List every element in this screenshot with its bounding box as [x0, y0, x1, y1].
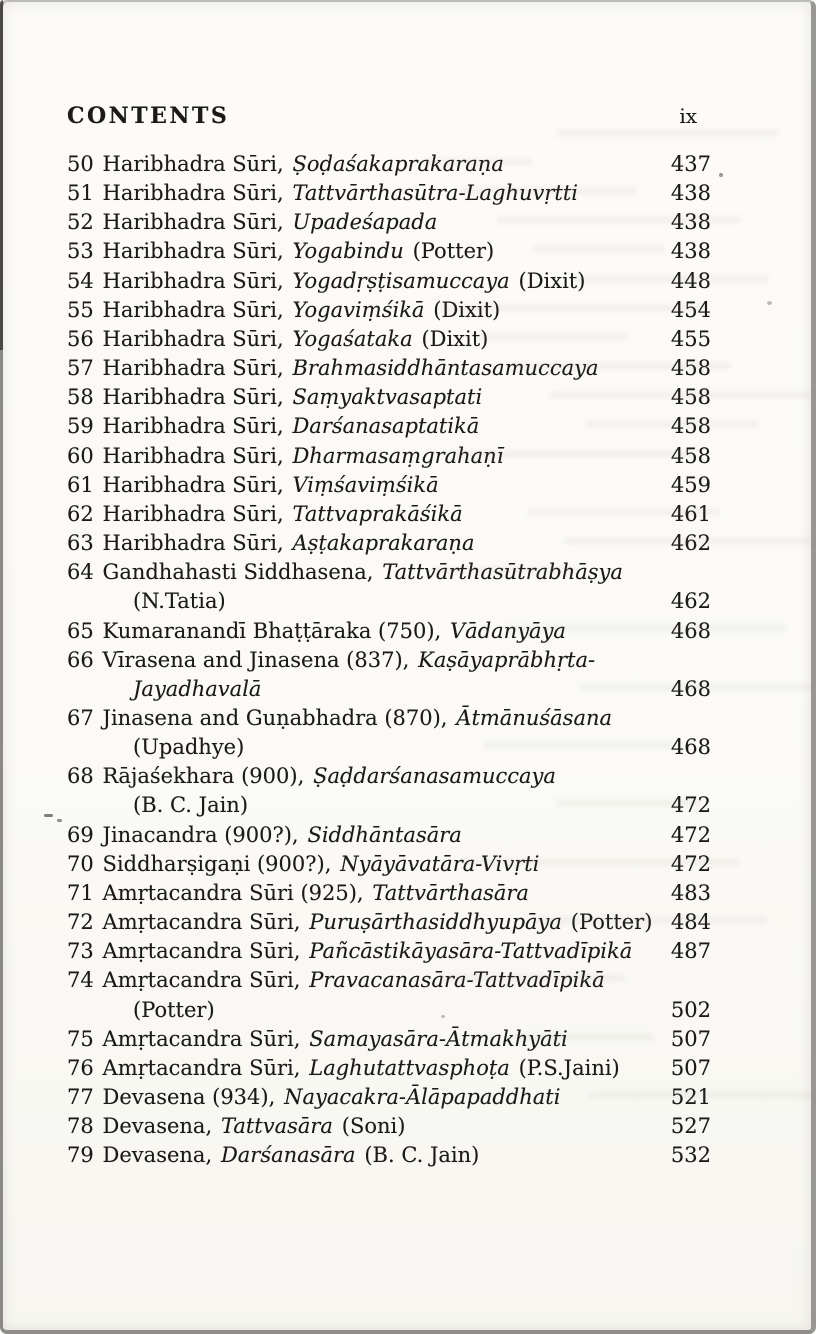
toc-entry-text — [67, 150, 653, 179]
entry-author: Haribhadra Sūri, — [102, 297, 284, 322]
entry-title: Ātmānuśāsana — [456, 705, 613, 730]
entry-title: Nyāyāvatāra-Vivṛti — [340, 851, 540, 876]
entry-number: 59 — [67, 414, 94, 439]
entry-title: Brahmasiddhāntasamuccaya — [292, 356, 599, 381]
entry-number: 55 — [67, 297, 94, 322]
scan-speck — [57, 819, 62, 822]
toc-entry-text — [67, 500, 653, 529]
entry-translator: (Dixit) — [421, 326, 489, 351]
entry-number: 54 — [67, 268, 94, 293]
entry-title: Tattvasāra — [220, 1114, 333, 1139]
entry-page-number: 458 — [670, 443, 711, 468]
toc-entry — [67, 267, 711, 296]
entry-number: 76 — [67, 1055, 94, 1080]
toc-entry-text — [67, 529, 653, 558]
toc-entry — [67, 237, 711, 266]
entry-page-number: 458 — [670, 385, 711, 410]
toc-entry — [67, 383, 711, 412]
entry-page-number: 458 — [670, 414, 711, 439]
toc-entry-text — [67, 1054, 653, 1083]
toc-entry-text — [67, 996, 653, 1025]
entry-title: Kaṣāyaprābhṛta- — [418, 647, 596, 672]
entry-title: Yogadṛṣṭisamuccaya — [292, 268, 510, 293]
toc-entry — [67, 879, 711, 908]
toc-entry-text — [67, 821, 653, 850]
entry-page-number: 462 — [670, 531, 711, 556]
toc-entry — [67, 500, 711, 529]
toc-entry-text — [67, 1141, 653, 1170]
entry-title: Tattvārthasūtrabhāṣya — [382, 560, 623, 585]
entry-title: Yogaviṃśikā — [292, 297, 425, 322]
toc-entry-text — [67, 237, 653, 266]
entry-title: Siddhāntasāra — [307, 822, 462, 847]
entry-title: Vādanyāya — [450, 618, 566, 643]
entry-number: 66 — [67, 647, 94, 672]
toc-entry-text — [67, 208, 653, 237]
entry-author: Haribhadra Sūri, — [102, 268, 284, 293]
scan-speck — [44, 814, 53, 817]
entry-author: Gandhahasti Siddhasena, — [102, 560, 374, 585]
entry-translator: (Dixit) — [518, 268, 586, 293]
toc-entry — [67, 1141, 711, 1170]
entry-page-number: 438 — [670, 239, 711, 264]
entry-author: Kumaranandī Bhaṭṭāraka (750), — [102, 618, 442, 643]
entry-author: Haribhadra Sūri, — [102, 472, 284, 497]
entry-number: 61 — [67, 472, 94, 497]
entry-number: 67 — [67, 705, 94, 730]
toc-entry-text — [67, 733, 653, 762]
entry-title: Saṃyaktvasaptati — [292, 385, 483, 410]
folio-number: ix — [679, 104, 697, 128]
toc-entry — [67, 966, 711, 995]
entry-author: Haribhadra Sūri, — [102, 210, 284, 235]
entry-number: 64 — [67, 560, 94, 585]
entry-author: Haribhadra Sūri, — [102, 531, 284, 556]
toc-entry — [67, 937, 711, 966]
entry-page-number: 468 — [670, 735, 711, 760]
entry-continuation-text: (Potter) — [133, 997, 215, 1022]
entry-title: Pañcāstikāyasāra-Tattvadīpikā — [309, 939, 633, 964]
entry-title: Viṃśaviṃśikā — [292, 472, 439, 497]
entry-author: Vīrasena and Jinasena (837), — [102, 647, 410, 672]
entry-title: Puruṣārthasiddhyupāya — [309, 910, 562, 935]
scan-speck — [767, 301, 772, 305]
entry-number: 50 — [67, 152, 94, 176]
entry-author: Amṛtacandra Sūri, — [102, 939, 301, 964]
toc-entry — [67, 558, 711, 587]
entry-number: 62 — [67, 501, 94, 526]
entry-page-number: 521 — [670, 1085, 711, 1109]
entry-page-number: 438 — [670, 181, 711, 206]
entry-number: 70 — [67, 851, 94, 876]
toc-entry-continuation — [67, 791, 711, 820]
toc-entry-text — [67, 179, 653, 208]
toc-entry-text — [67, 587, 653, 616]
entry-page-number: 472 — [670, 822, 711, 847]
page-content — [67, 103, 711, 1170]
entry-page-number: 459 — [670, 472, 711, 497]
entry-number: 71 — [67, 880, 94, 905]
toc-entry-text — [67, 354, 653, 383]
toc-entry — [67, 762, 711, 791]
toc-entry — [67, 1112, 711, 1141]
entry-author: Haribhadra Sūri, — [102, 326, 284, 351]
entry-number: 75 — [67, 1026, 94, 1051]
toc-entry-text — [67, 558, 653, 587]
toc-entry-text — [67, 850, 653, 879]
toc-entry — [67, 1054, 711, 1083]
entry-page-number: 527 — [670, 1114, 711, 1139]
entry-title: Tattvaprakāśikā — [292, 501, 463, 526]
toc-entry — [67, 704, 711, 733]
toc-entry-text — [67, 325, 653, 354]
toc-entry — [67, 1083, 711, 1112]
entry-title: Nayacakra-Ālāpapaddhati — [284, 1085, 561, 1109]
entry-title: Aṣṭakaprakaraṇa — [292, 531, 475, 556]
entry-author: Haribhadra Sūri, — [102, 414, 284, 439]
entry-title: Darśanasāra — [220, 1143, 356, 1168]
entry-number: 57 — [67, 356, 94, 381]
entry-author: Haribhadra Sūri, — [102, 356, 284, 381]
entry-author: Amṛtacandra Sūri (925), — [102, 880, 364, 905]
toc-entry-text — [67, 908, 653, 937]
toc-entry-text — [67, 1112, 653, 1141]
entry-translator: (P.S.Jaini) — [518, 1055, 620, 1080]
entry-author: Siddharṣigaṇi (900?), — [102, 851, 332, 876]
entry-title: Yogaśataka — [292, 326, 413, 351]
toc-entry-text — [67, 762, 653, 791]
toc-entry — [67, 850, 711, 879]
entry-number: 58 — [67, 385, 94, 410]
entry-page-number: 532 — [670, 1143, 711, 1168]
entry-number: 63 — [67, 531, 94, 556]
toc-entry-continuation — [67, 675, 711, 704]
entry-title: Tattvārthasāra — [372, 880, 529, 905]
entry-title: Ṣoḍaśakaprakaraṇa — [292, 152, 504, 176]
entry-continuation-text: Jayadhavalā — [133, 676, 262, 701]
entry-page-number: 472 — [670, 793, 711, 818]
entry-number: 60 — [67, 443, 94, 468]
toc-entry-continuation — [67, 996, 711, 1025]
entry-page-number: 484 — [670, 910, 711, 935]
toc-entry-text — [67, 442, 653, 471]
entry-title: Darśanasaptatikā — [292, 414, 480, 439]
scan-speck — [719, 173, 723, 177]
entry-title: Yogabindu — [292, 239, 404, 264]
entry-number: 73 — [67, 939, 94, 964]
toc-entry — [67, 471, 711, 500]
entry-number: 74 — [67, 968, 94, 993]
entry-author: Devasena, — [102, 1143, 213, 1168]
toc-entry-text — [67, 1083, 653, 1112]
entry-translator: (B. C. Jain) — [364, 1143, 480, 1168]
entry-author: Amṛtacandra Sūri, — [102, 910, 301, 935]
entry-page-number: 448 — [670, 268, 711, 293]
entry-author: Jinacandra (900?), — [102, 822, 299, 847]
toc-entry-text — [67, 704, 653, 733]
toc-entry — [67, 150, 711, 179]
entry-author: Amṛtacandra Sūri, — [102, 968, 301, 993]
entry-number: 69 — [67, 822, 94, 847]
entry-number: 77 — [67, 1085, 94, 1109]
toc-entry-text — [67, 646, 653, 675]
toc-entry-text — [67, 791, 653, 820]
entry-number: 78 — [67, 1114, 94, 1139]
entry-page-number: 458 — [670, 356, 711, 381]
entry-title: Pravacanasāra-Tattvadīpikā — [309, 968, 605, 993]
entry-page-number: 454 — [670, 297, 711, 322]
toc-entry — [67, 529, 711, 558]
toc-entry-text — [67, 1025, 653, 1054]
toc-entry — [67, 1025, 711, 1054]
entry-number: 68 — [67, 764, 94, 789]
entry-author: Haribhadra Sūri, — [102, 239, 284, 264]
toc-entry — [67, 179, 711, 208]
entry-page-number: 487 — [670, 939, 711, 964]
entry-author: Devasena (934), — [102, 1085, 276, 1109]
page-header — [67, 103, 711, 129]
entry-author: Jinasena and Guṇabhadra (870), — [102, 705, 448, 730]
entry-number: 56 — [67, 326, 94, 351]
entry-author: Devasena, — [102, 1114, 213, 1139]
entry-page-number: 468 — [670, 618, 711, 643]
entry-number: 79 — [67, 1143, 94, 1168]
toc-entry-text — [67, 937, 653, 966]
toc-entry-text — [67, 471, 653, 500]
entry-page-number: 461 — [670, 501, 711, 526]
toc-entry — [67, 908, 711, 937]
entry-author: Amṛtacandra Sūri, — [102, 1055, 301, 1080]
entry-title: Laghutattvasphoṭa — [309, 1055, 510, 1080]
toc-entry — [67, 325, 711, 354]
entry-page-number: 437 — [670, 152, 711, 176]
entry-title: Dharmasaṃgrahaṇī — [292, 443, 504, 468]
toc-entry-text — [67, 675, 653, 704]
toc-entry-text — [67, 383, 653, 412]
page-edge-shadow — [0, 0, 3, 350]
entry-title: Ṣaḍdarśanasamuccaya — [313, 764, 556, 789]
toc-entry — [67, 296, 711, 325]
toc-entry-continuation — [67, 587, 711, 616]
toc-entry-text — [67, 296, 653, 325]
toc-list — [67, 150, 711, 1170]
entry-number: 72 — [67, 910, 94, 935]
entry-translator: (Dixit) — [433, 297, 501, 322]
entry-author: Haribhadra Sūri, — [102, 385, 284, 410]
toc-entry — [67, 412, 711, 441]
entry-author: Haribhadra Sūri, — [102, 443, 284, 468]
entry-page-number: 438 — [670, 210, 711, 235]
entry-page-number: 502 — [670, 997, 711, 1022]
entry-number: 51 — [67, 181, 94, 206]
entry-translator: (Potter) — [412, 239, 495, 264]
toc-entry-text — [67, 879, 653, 908]
entry-continuation-text: (Upadhye) — [133, 735, 245, 760]
toc-entry-text — [67, 267, 653, 296]
entry-page-number: 455 — [670, 326, 711, 351]
toc-entry — [67, 208, 711, 237]
entry-translator: (Soni) — [341, 1114, 406, 1139]
entry-page-number: 472 — [670, 851, 711, 876]
toc-entry — [67, 442, 711, 471]
toc-entry — [67, 821, 711, 850]
entry-page-number: 507 — [670, 1055, 711, 1080]
entry-continuation-text: (N.Tatia) — [133, 589, 226, 614]
toc-entry-text — [67, 966, 653, 995]
entry-title: Upadeśapada — [292, 210, 438, 235]
entry-number: 65 — [67, 618, 94, 643]
entry-page-number: 483 — [670, 880, 711, 905]
page-title: CONTENTS — [67, 103, 230, 129]
entry-author: Haribhadra Sūri, — [102, 501, 284, 526]
entry-page-number: 507 — [670, 1026, 711, 1051]
entry-number: 53 — [67, 239, 94, 264]
toc-entry-text — [67, 412, 653, 441]
entry-number: 52 — [67, 210, 94, 235]
entry-author: Haribhadra Sūri, — [102, 152, 284, 176]
toc-entry — [67, 354, 711, 383]
entry-author: Rājaśekhara (900), — [102, 764, 305, 789]
toc-entry-text — [67, 617, 653, 646]
entry-translator: (Potter) — [570, 910, 653, 935]
entry-title: Samayasāra-Ātmakhyāti — [309, 1026, 568, 1051]
entry-title: Tattvārthasūtra-Laghuvṛtti — [292, 181, 578, 206]
entry-page-number: 468 — [670, 676, 711, 701]
toc-entry — [67, 646, 711, 675]
entry-page-number: 462 — [670, 589, 711, 614]
entry-author: Haribhadra Sūri, — [102, 181, 284, 206]
entry-author: Amṛtacandra Sūri, — [102, 1026, 301, 1051]
toc-entry — [67, 617, 711, 646]
entry-continuation-text: (B. C. Jain) — [133, 793, 249, 818]
toc-entry-continuation — [67, 733, 711, 762]
